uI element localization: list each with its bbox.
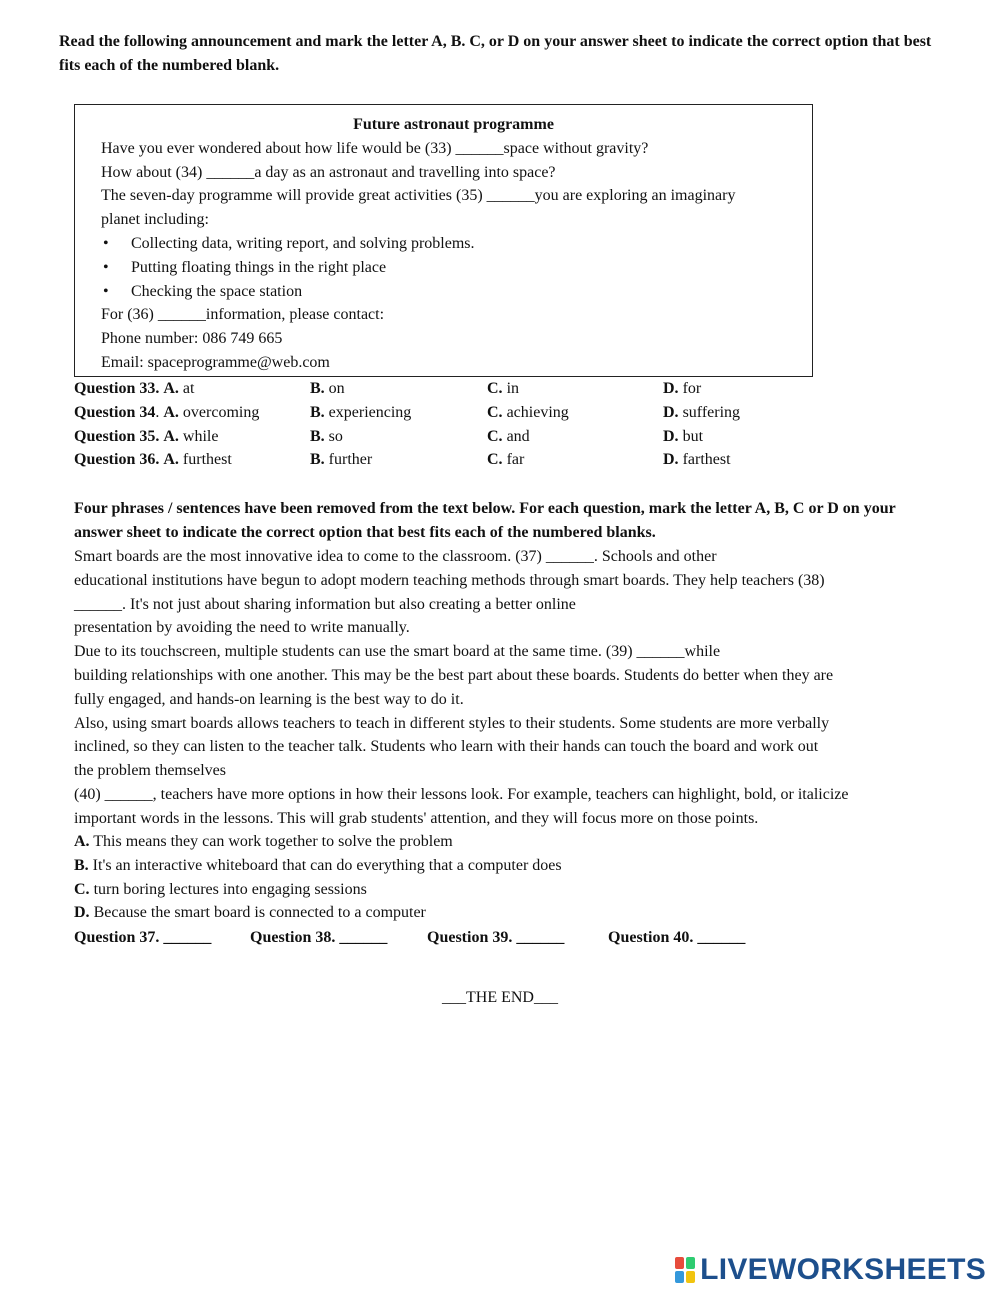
option-a[interactable]: furthest	[182, 451, 232, 469]
passage-line: presentation by avoiding the need to write manually.	[74, 619, 410, 637]
phrase-option-a	[74, 830, 562, 854]
announcement-box	[74, 104, 813, 377]
option-b[interactable]: experiencing	[328, 403, 412, 421]
answer-blank-37[interactable]: Question 37. ______	[74, 929, 212, 946]
liveworksheets-logo	[674, 1253, 986, 1287]
section2-instruction: Four phrases / sentences have been removed from the text below. For each question, mark the letter A, B, C or D on your answer sheet to indicate the correct option that best fits each of the numbered blanks.	[74, 500, 896, 541]
passage-line: Due to its touchscreen, multiple students can use the smart board at the same time. (39) ______while	[74, 643, 721, 661]
question-label: Question 33.	[74, 380, 160, 397]
answer-blank-40[interactable]: Question 40. ______	[608, 929, 746, 946]
question-label: Question 34	[74, 403, 156, 421]
announcement-line-34: How about (34) ______a day as an astronaut and travelling into space?	[101, 163, 556, 181]
option-d[interactable]: farthest	[682, 451, 731, 469]
option-letter: C.	[487, 403, 503, 421]
option-text: It's an interactive whiteboard that can do everything that a computer does	[92, 856, 562, 874]
logo-square	[686, 1271, 695, 1283]
question-label: Question 35.	[74, 427, 160, 445]
announcement-email: Email: spaceprogramme@web.com	[101, 353, 330, 371]
option-text: Because the smart board is connected to a computer	[93, 904, 426, 922]
phrase-option-b	[74, 854, 562, 878]
passage-line: the problem themselves	[74, 762, 226, 780]
option-a[interactable]: while	[182, 427, 219, 445]
option-c[interactable]: achieving	[506, 403, 569, 421]
option-letter: D.	[74, 904, 90, 922]
option-letter: A.	[163, 380, 179, 397]
answer-blank-38[interactable]: Question 38. ______	[250, 929, 388, 946]
option-letter: C.	[74, 880, 90, 898]
announcement-phone: Phone number: 086 749 665	[101, 330, 283, 348]
passage-line: building relationships with one another. This may be the best part about these boards. Students do better when they are	[74, 666, 834, 684]
option-letter: A.	[163, 427, 179, 445]
option-letter: B.	[310, 427, 325, 445]
announcement-line-36: For (36) ______information, please contact:	[101, 306, 385, 324]
phrase-option-d	[74, 901, 562, 925]
passage	[74, 545, 934, 831]
phrase-options	[74, 830, 562, 925]
announcement-title: Future astronaut programme	[353, 116, 554, 133]
logo-icon	[674, 1256, 696, 1284]
option-b[interactable]: so	[328, 427, 343, 445]
option-letter: B.	[310, 380, 325, 397]
phrase-option-c	[74, 878, 562, 902]
option-letter: D.	[663, 380, 679, 397]
option-letter: C.	[487, 427, 503, 445]
option-text: This means they can work together to solve the problem	[93, 833, 453, 850]
list-item: • Putting floating things in the right place	[101, 256, 806, 280]
logo-square	[686, 1257, 695, 1269]
option-letter: A.	[163, 451, 179, 469]
option-letter: D.	[663, 427, 679, 445]
option-letter: C.	[487, 380, 503, 397]
option-c[interactable]: in	[506, 380, 520, 397]
option-letter: B.	[310, 403, 325, 421]
option-d[interactable]: but	[682, 427, 704, 445]
logo-square	[675, 1257, 684, 1269]
question-label: Question 36.	[74, 451, 160, 469]
logo-square	[675, 1271, 684, 1283]
passage-line: ______. It's not just about sharing information but also creating a better online	[74, 595, 576, 613]
option-a[interactable]: at	[182, 380, 195, 397]
passage-line: Smart boards are the most innovative idea to come to the classroom. (37) ______. Schools and other	[74, 548, 717, 565]
announcement-line-35: The seven-day programme will provide great activities (35) ______you are exploring an imaginary	[101, 187, 736, 205]
passage-line: inclined, so they can listen to the teacher talk. Students who learn with their hands can touch the board and work out	[74, 738, 819, 756]
option-letter: C.	[487, 451, 503, 469]
activity-list	[101, 232, 806, 303]
option-letter: A.	[163, 403, 179, 421]
the-end: ___THE END___	[442, 989, 558, 1006]
passage-line: fully engaged, and hands-on learning is the best way to do it.	[74, 690, 464, 708]
option-b[interactable]: further	[328, 451, 373, 469]
option-c[interactable]: and	[506, 427, 530, 445]
option-letter: B.	[310, 451, 325, 469]
option-letter: D.	[663, 451, 679, 469]
passage-line: educational institutions have begun to adopt modern teaching methods through smart boards. They help teachers (38)	[74, 571, 825, 589]
announcement-line-33: Have you ever wondered about how life would be (33) ______space without gravity?	[101, 139, 649, 157]
option-c[interactable]: far	[506, 451, 525, 469]
option-d[interactable]: for	[682, 380, 702, 397]
option-d[interactable]: suffering	[682, 403, 741, 421]
option-letter: D.	[663, 403, 679, 421]
passage-line: important words in the lessons. This will grab students' attention, and they will focus more on those points.	[74, 809, 759, 827]
answer-blank-39[interactable]: Question 39. ______	[427, 929, 565, 946]
list-item: • Collecting data, writing report, and solving problems.	[101, 232, 806, 256]
option-text: turn boring lectures into engaging sessions	[93, 880, 367, 898]
passage-line: Also, using smart boards allows teachers to teach in different styles to their students. Some students are more verbally	[74, 714, 830, 732]
passage-line: (40) ______, teachers have more options in how their lessons look. For example, teachers can highlight, bold, or italicize	[74, 785, 849, 803]
logo-text: LIVEWORKSHEETS	[700, 1253, 986, 1286]
option-b[interactable]: on	[328, 380, 345, 397]
option-a[interactable]: overcoming	[182, 403, 260, 421]
list-item: • Checking the space station	[101, 280, 806, 304]
option-letter: A.	[74, 833, 90, 850]
announcement-line-planet: planet including:	[101, 211, 209, 229]
section1-instruction: Read the following announcement and mark the letter A, B. C, or D on your answer sheet to indicate the correct option that best fits each of the numbered blank.	[59, 33, 932, 74]
option-letter: B.	[74, 856, 89, 874]
